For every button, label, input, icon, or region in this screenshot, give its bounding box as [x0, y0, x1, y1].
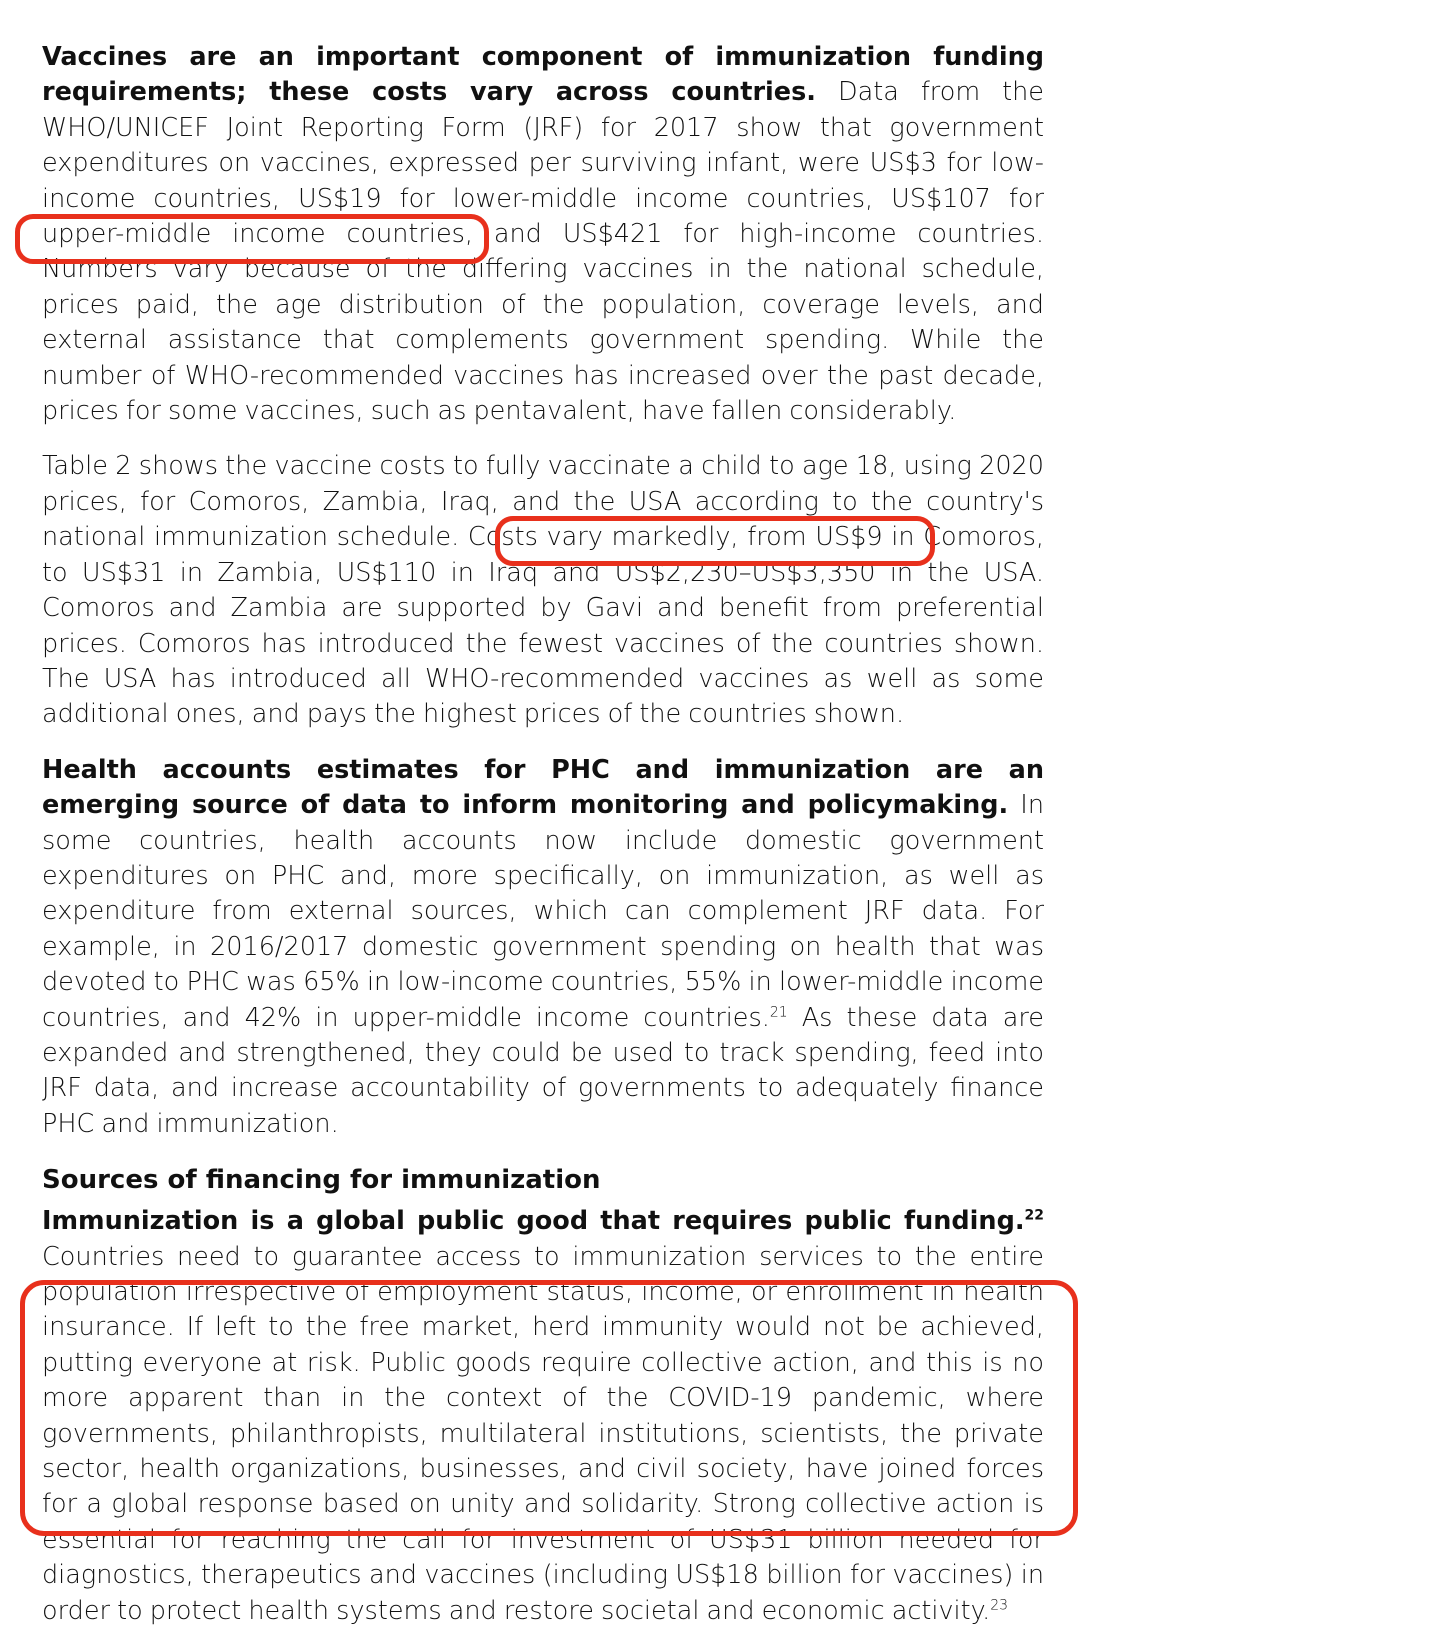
paragraph-text: Comoros and Zambia are supported by Gavi and benefit from preferential prices. Comoros has introduced the fewest vaccines of the countries shown. The USA has introduced all WHO-recommended vaccines as well as some additional ones, and pays the highest prices of the countries shown.	[42, 593, 1044, 730]
paragraph-text: Data from the WHO/UNICEF Joint Reporting Form (JRF) for 2017 show that government expenditures on vaccines, expressed per surviving infant, were US$3 for low-income countries, US$19 for lower-middle income countries, US$107 for upper-middle income countries, and	[42, 77, 1044, 250]
paragraph-lead: Health accounts estimates for PHC and immunization are an emerging source of data to inform monitoring and policymaking.	[42, 754, 1044, 821]
paragraph-lead	[42, 1206, 1044, 1236]
paragraph-text: In some countries, health accounts now include domestic government expenditures on PHC and, more specifically, on immunization, as well as expenditure from external sources, which can complement JRF data. For example, in 2016/2017 domestic government spending on health that was devoted to PHC was 65% in low-income countries, 55% in lower-middle income countries, and 42% in upper-middle income countries.	[42, 790, 1044, 1033]
paragraph-text: As these data are expanded and strengthened, they could be used to track spending, feed into JRF data, and increase accountability of governments to adequately finance PHC and immunization.	[42, 1002, 1044, 1139]
document-page	[42, 40, 1044, 1629]
paragraph-public-good	[42, 1204, 1044, 1629]
highlighted-text: US$421 for high-income countries.	[562, 219, 1045, 250]
paragraph-lead: Vaccines are an important component of immunization funding requirements; these costs vary across countries.	[42, 42, 1044, 108]
footnote-ref: 22	[1024, 1207, 1044, 1224]
highlighted-text: Public goods require collective action, and this is no more apparent than in the context of the COVID-19 pandemic, where governments, philanthropists, multilateral institutions, scientists, the private sector, health organizations, businesses, and civil society, have joined forces for a global response based on unity and solidarity. Strong collective action is essential for reaching the call for investment of US$31 billion needed for diagnostics, therapeutics and vaccines (including US$18 billion for vaccines) in order to protect health systems and restore societal and economic activity.	[42, 1347, 1044, 1626]
paragraph-health-accounts	[42, 753, 1044, 1142]
paragraph-vaccine-costs	[42, 40, 1044, 429]
paragraph-table-2	[42, 449, 1044, 732]
section-heading: Sources of financing for immunization	[42, 1165, 601, 1196]
footnote-ref: 23	[990, 1597, 1009, 1614]
paragraph-lead-text: Immunization is a global public good that requires public funding.	[42, 1206, 1025, 1237]
paragraph-text: Table 2 shows the vaccine costs to fully vaccinate a child to age 18, using 2020 prices, for Comoros, Zambia, Iraq, and the USA according to the country's national immunization schedule. Costs vary markedly, from US$9 in Comoros, to US$31 in Zambia, US$110 in Iraq and	[42, 451, 1044, 588]
paragraph-text: Countries need to guarantee access to immunization services to the entire population irrespective of employment status, income, or enrollment in health insurance. If left to the free market, herd immunity would not be achieved, putting everyone at risk.	[42, 1241, 1044, 1378]
highlighted-text: US$2,230–US$3,350 in the USA.	[614, 557, 1044, 588]
footnote-ref: 21	[769, 1004, 788, 1021]
paragraph-text: Numbers vary because of the differing vaccines in the national schedule, prices paid, the age distribution of the population, coverage levels, and external assistance that complements government spending. While the number of WHO-recommended vaccines has increased over the past decade, prices for some vaccines, such as pentavalent, have fallen considerably.	[42, 254, 1044, 427]
